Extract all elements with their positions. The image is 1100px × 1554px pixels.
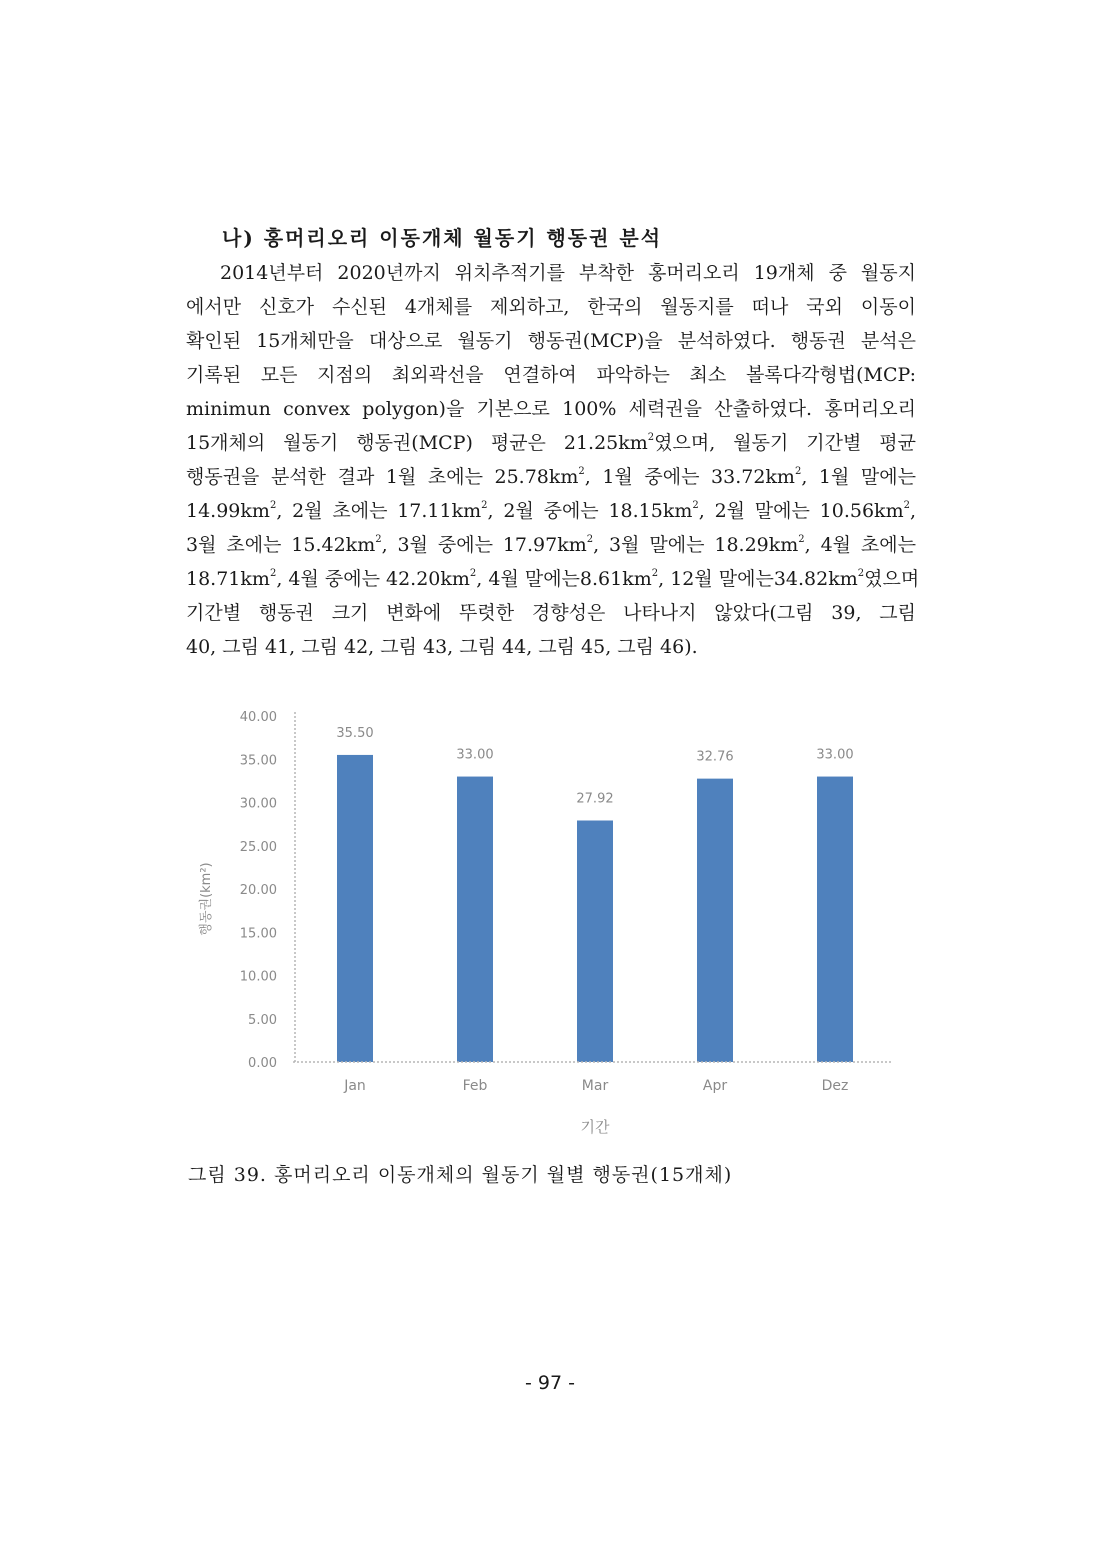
y-tick-label: 5.00 [248,1012,277,1028]
superscript: 2 [647,432,655,443]
section-heading: 나) 홍머리오리 이동개체 월동기 행동권 분석 [222,226,663,250]
paragraph-line [186,290,916,324]
text-run: , 12월 말에는34.82km [658,568,858,590]
x-category-label: Apr [702,1078,728,1094]
text-run: , 1월 말에는 [801,466,916,488]
text-run: 40, 그림 41, 그림 42, 그림 43, 그림 44, 그림 45, 그림 46). [186,636,698,658]
text-run: 행동권을 분석한 결과 1월 초에는 25.78km [186,466,579,488]
paragraph-line [186,358,916,392]
y-tick-label: 40.00 [239,710,277,725]
paragraph-line [186,426,916,460]
y-axis-title: 행동권(km²) [199,862,214,936]
superscript: 2 [269,568,277,579]
body-paragraph [186,256,920,664]
paragraph-line [186,392,916,426]
page-number: - 97 - [525,1372,575,1394]
y-tick-label: 10.00 [239,969,277,985]
paragraph-line [186,460,916,494]
x-category-label: Mar [581,1078,609,1094]
paragraph-line [186,528,916,562]
text-run: 였으며, 월동기 기간별 평균 [654,432,916,454]
paragraph-line [186,630,916,664]
y-tick-label: 30.00 [239,796,277,812]
bar-mar [577,820,613,1062]
text-run: , 3월 중에는 17.97km [381,534,587,556]
text-run: , 3월 말에는 18.29km [593,534,799,556]
home-range-bar-chart [180,700,920,1150]
y-tick-label: 0.00 [248,1056,277,1071]
bar-value-label: 35.50 [336,725,374,741]
text-run: , 1월 중에는 33.72km [584,466,795,488]
bar-feb [457,777,493,1062]
paragraph-line [186,324,916,358]
superscript: 2 [469,568,477,579]
text-run: , 2월 말에는 10.56km [698,500,904,522]
bar-value-label: 33.00 [816,747,854,763]
text-run: minimun convex polygon)을 기본으로 100% 세력권을 산출하였다. 홍머리오리 [186,398,916,420]
paragraph-line [186,256,916,290]
text-run: , 4월 초에는 [804,534,916,556]
x-category-label: Dez [821,1078,849,1094]
superscript: 2 [586,534,594,545]
bar-value-label: 27.92 [576,791,614,807]
text-run: 15개체의 월동기 행동권(MCP) 평균은 21.25km [186,432,648,454]
text-run: 기록된 모든 지점의 최외곽선을 연결하여 파악하는 최소 볼록다각형법(MCP: [186,364,916,386]
superscript: 2 [692,500,699,511]
text-run: 3월 초에는 15.42km [186,534,376,556]
text-run: 14.99km [186,500,270,522]
text-run: 18.71km [186,568,270,590]
text-run: 2014년부터 2020년까지 위치추적기를 부착한 홍머리오리 19개체 중 월동지 [220,262,916,284]
superscript: 2 [857,568,865,579]
superscript: 2 [903,500,910,511]
y-tick-label: 15.00 [239,926,277,942]
superscript: 2 [481,500,488,511]
text-run: , 2월 중에는 18.15km [487,500,693,522]
bar-value-label: 32.76 [696,749,734,765]
y-tick-label: 20.00 [239,883,277,898]
superscript: 2 [798,534,805,545]
text-run: , 2월 초에는 17.11km [276,500,482,522]
bar-dez [817,777,853,1062]
bar-apr [697,779,733,1062]
y-tick-label: 25.00 [239,839,277,855]
superscript: 2 [269,500,277,511]
text-run: 확인된 15개체만을 대상으로 월동기 행동권(MCP)을 분석하였다. 행동권 분석은 [186,330,916,352]
text-run: 기간별 행동권 크기 변화에 뚜렷한 경향성은 나타나지 않았다(그림 39, 그림 [186,602,916,624]
bar-value-label: 33.00 [456,747,494,763]
text-run: , [909,500,917,522]
x-category-label: Jan [344,1078,366,1094]
superscript: 2 [578,466,585,477]
x-axis-title: 기간 [580,1118,610,1136]
paragraph-line [186,562,920,596]
text-run: , 4월 중에는 42.20km [276,568,470,590]
text-run: 에서만 신호가 수신된 4개체를 제외하고, 한국의 월동지를 떠나 국외 이동이 [186,296,916,318]
superscript: 2 [651,568,659,579]
paragraph-line [186,494,916,528]
superscript: 2 [794,466,802,477]
paragraph-line [186,596,916,630]
bar-jan [337,755,373,1062]
x-category-label: Feb [462,1078,488,1094]
y-tick-label: 35.00 [239,753,277,769]
text-run: 였으며 [864,568,920,590]
figure-caption: 그림 39. 홍머리오리 이동개체의 월동기 월별 행동권(15개체) [188,1164,733,1186]
text-run: , 4월 말에는8.61km [476,568,652,590]
superscript: 2 [375,534,382,545]
